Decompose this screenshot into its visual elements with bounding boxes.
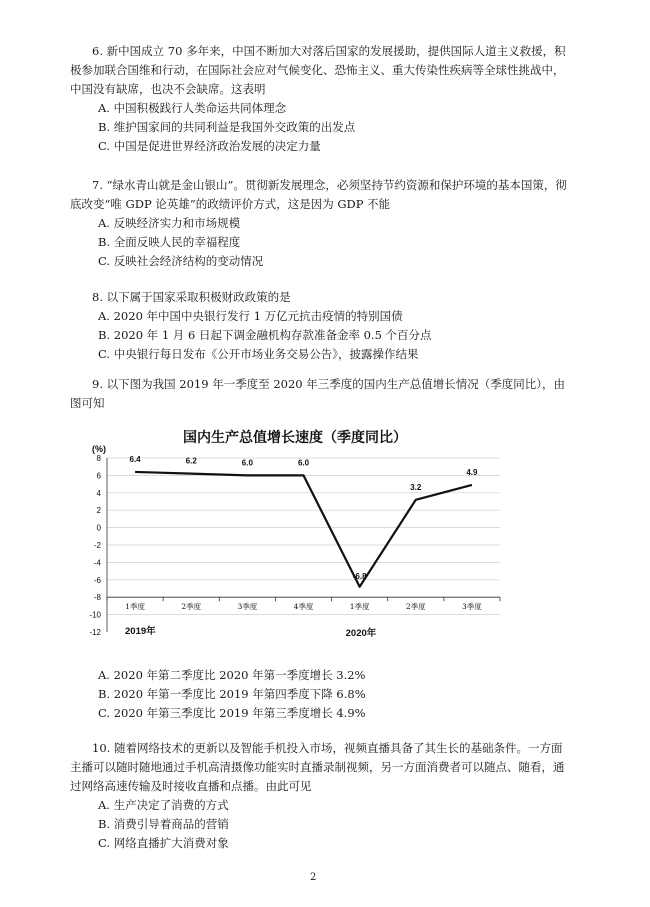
option-b: B. 维护国家间的共同利益是我国外交政策的出发点 [98,120,356,134]
option-c: C. 2020 年第三季度比 2019 年第三季度增长 4.9% [98,706,366,720]
data-label: 4.9 [466,467,478,477]
data-label: -6.8 [352,571,367,581]
year-label: 2019年 [125,626,156,637]
question-6 [70,42,570,156]
question-stem: 8. 以下属于国家采取积极财政政策的是 [92,290,291,304]
option-b: B. 消费引导着商品的营销 [98,817,229,831]
x-tick-label: 3季度 [237,602,258,612]
y-tick-label: 0 [96,523,101,533]
x-tick-label: 1季度 [125,602,145,612]
question-7 [70,176,570,271]
x-tick-label: 4季度 [293,602,314,612]
option-a: A. 反映经济实力和市场规模 [98,216,241,230]
option-b: B. 全面反映人民的幸福程度 [98,235,241,249]
y-tick-label: -8 [93,593,101,603]
y-tick-label: 4 [96,488,101,498]
chart-title: 国内生产总值增长速度（季度同比） [183,429,407,445]
data-label: 6.0 [297,458,310,468]
option-c: C. 中国是促进世界经济政治发展的决定力量 [98,139,321,153]
option-b: B. 2020 年第一季度比 2019 年第四季度下降 6.8% [98,687,366,701]
question-stem: 9. 以下图为我国 2019 年一季度至 2020 年三季度的国内生产总值增长情况（季度同比），由图可知 [70,377,566,410]
question-10 [70,739,570,853]
question-9 [70,375,570,413]
y-tick-label: 6 [96,471,101,481]
y-tick-label: 2 [96,506,101,516]
x-tick-label: 3季度 [462,602,482,612]
y-tick-label: -4 [93,558,101,568]
option-a: A. 2020 年中国中央银行发行 1 万亿元抗击疫情的特别国债 [98,309,403,323]
y-tick-label: 8 [96,454,101,463]
question-8 [70,288,570,364]
y-tick-label: -6 [93,575,101,585]
data-label: 6.0 [241,458,253,468]
data-label: 6.4 [129,454,141,464]
option-c: C. 网络直播扩大消费对象 [98,836,229,850]
question-stem: 6. 新中国成立 70 多年来，中国不断加大对落后国家的发展援助，提供国际人道主义救援，积极参加联合国维和行动，在国际社会应对气候变化、恐怖主义、重大传染性疾病等全球性挑战中，中国没有缺席，也决不会缺席。这表明 [70,44,566,96]
option-a: A. 生产决定了消费的方式 [98,798,229,812]
year-label: 2020年 [345,628,377,639]
question-stem: 10. 随着网络技术的更新以及智能手机投入市场，视频直播具备了其生长的基础条件。一方面主播可以随时随地通过手机高清摄像功能实时直播录制视频，另一方面消费者可以随点、随看，通过网络高速传输及时接收直播和点播。由此可见 [70,741,565,793]
option-a: A. 中国积极践行人类命运共同体理念 [98,101,287,115]
question-9-options [70,666,570,723]
y-axis-unit: (%) [92,444,106,454]
question-stem: 7. “绿水青山就是金山银山”。贯彻新发展理念，必须坚持节约资源和保护环境的基本国策，彻底改变“唯 GDP 论英雄”的政绩评价方式，这是因为 GDP 不能 [70,178,567,211]
y-tick-label: -10 [89,610,101,620]
y-tick-label: -12 [89,628,101,637]
y-tick-label: -2 [93,541,101,550]
x-tick-label: 2季度 [405,602,426,612]
option-a: A. 2020 年第二季度比 2020 年第一季度增长 3.2% [98,668,366,682]
data-label: 6.2 [185,456,197,466]
data-label: 3.2 [410,482,422,492]
option-b: B. 2020 年 1 月 6 日起下调金融机构存款准备金率 0.5 个百分点 [98,328,432,342]
page-number: 2 [310,872,317,883]
option-c: C. 中央银行每日发布《公开市场业务交易公告》，披露操作结果 [98,347,419,361]
series-line [135,472,472,587]
x-tick-label: 1季度 [349,602,370,612]
x-tick-label: 2季度 [181,602,202,612]
option-c: C. 反映社会经济结构的变动情况 [98,254,264,268]
gdp-growth-chart [70,420,520,645]
